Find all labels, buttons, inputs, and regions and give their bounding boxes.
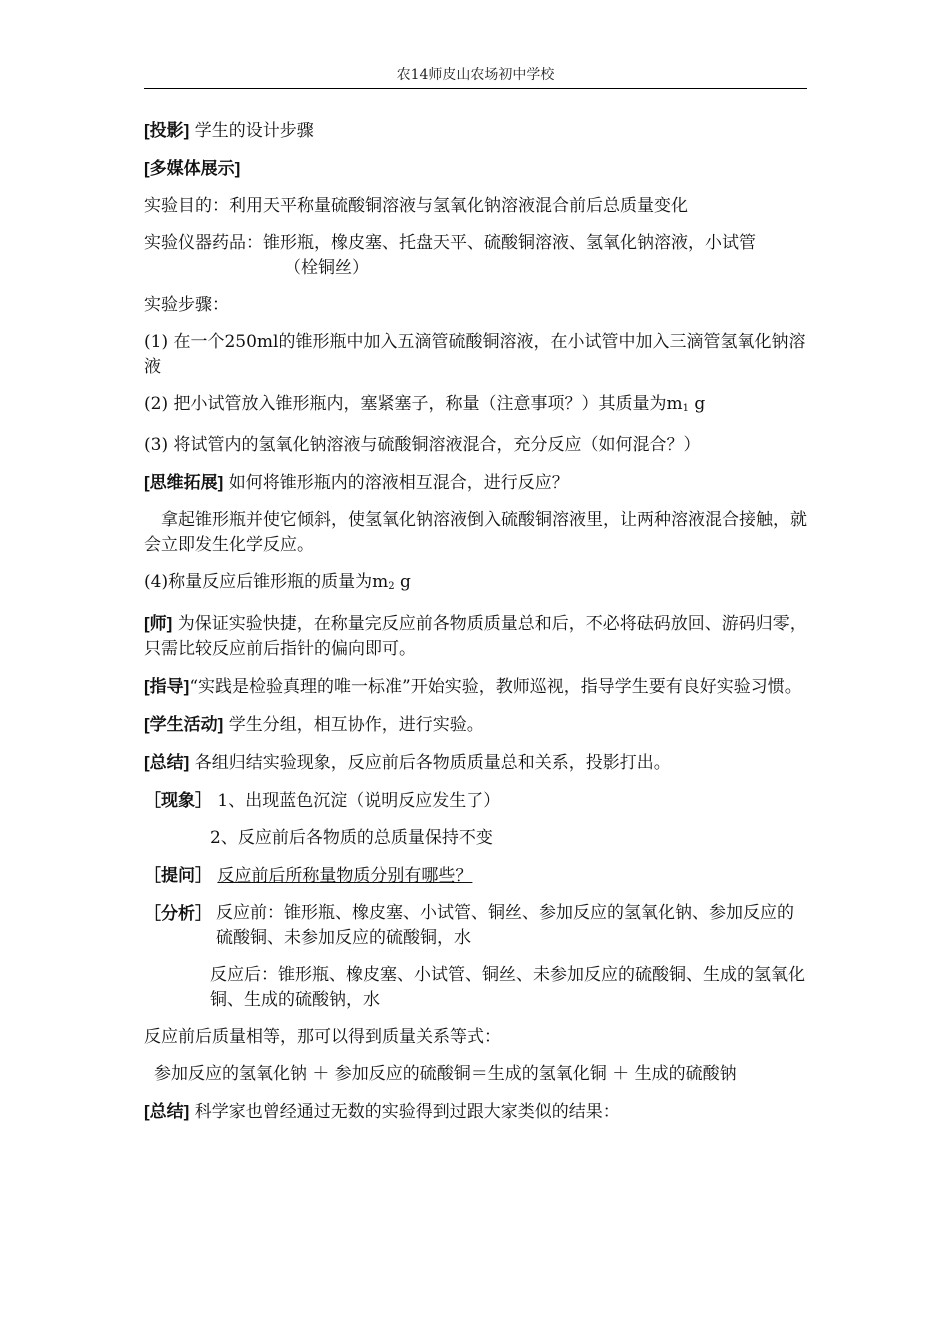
thinking-text: 如何将锥形瓶内的溶液相互混合，进行反应？ [223,473,569,493]
step-2-subscript: 1 [682,403,689,414]
step-2-unit: g [688,394,706,414]
instruments-line2: （栓铜丝） [284,258,369,278]
activity-text: 学生分组，相互协作，进行实验。 [223,715,484,735]
step-4-subscript: 2 [388,581,395,592]
tag-guidance: [指导] [144,677,190,696]
question [144,863,808,889]
teacher-text: 为保证实验快捷，在称量完反应前各物质质量总和后，不必将砝码放回、游码归零，只需比较反应前后指针的偏向即可。 [144,614,807,659]
phenomenon-1 [144,788,808,814]
guidance-text: “实践是检验真理的唯一标准”开始实验，教师巡视，指导学生要有良好实验习惯。 [189,677,802,697]
thinking-answer: 拿起锥形瓶并使它倾斜，使氢氧化钠溶液倒入硫酸铜溶液里，让两种溶液混合接触，就会立即发生化学反应。 [144,510,807,555]
experiment-purpose: 实验目的：利用天平称量硫酸铜溶液与氢氧化钠溶液混合前后总质量变化 [144,196,688,216]
document-body [144,118,808,1137]
phenomenon-2: 2、反应前后各物质的总质量保持不变 [210,828,493,848]
student-activity [144,712,808,738]
tag-thinking: [思维拓展] [144,473,224,492]
tag-analysis: ［分析］ [144,904,212,923]
conclusion: 反应前后质量相等，那可以得到质量关系等式： [144,1027,501,1047]
step-2 [144,392,808,421]
tag-activity: [学生活动] [144,715,224,734]
phenomenon-item-1: 1、出现蓝色沉淀（说明反应发生了） [217,791,501,811]
tag-projection: [投影] [144,121,190,140]
multimedia-line [144,156,808,182]
thinking-extension [144,470,808,496]
summary-2 [144,1099,808,1125]
step-4-text: (4)称量反应后锥形瓶的质量为m [144,572,389,592]
instruments-line1: 实验仪器药品：锥形瓶，橡皮塞、托盘天平、硫酸铜溶液、氢氧化钠溶液，小试管 [144,233,756,253]
projection-line [144,118,808,144]
step-4-unit: g [394,572,411,592]
step-2-text: (2) 把小试管放入锥形瓶内，塞紧塞子，称量（注意事项？）其质量为m [144,394,683,414]
step-1: (1) 在一个250ml的锥形瓶中加入五滴管硫酸铜溶液，在小试管中加入三滴管氢氧化钠溶液 [144,332,806,377]
tag-multimedia: [多媒体展示] [144,159,241,178]
projection-text: 学生的设计步骤 [189,121,314,141]
tag-teacher: [师] [144,614,173,633]
steps-title: 实验步骤： [144,295,229,315]
summary-1-text: 各组归结实验现象，反应前后各物质质量总和关系，投影打出。 [189,753,671,773]
summary-1 [144,750,808,776]
experiment-instruments [144,231,808,281]
step-3: (3) 将试管内的氢氧化钠溶液与硫酸铜溶液混合，充分反应（如何混合？） [144,435,701,455]
tag-question: ［提问］ [144,866,212,885]
step-4 [144,570,808,599]
summary-2-text: 科学家也曾经通过无数的实验得到过跟大家类似的结果： [189,1102,620,1122]
mass-equation: 参加反应的氢氧化钠 ＋ 参加反应的硫酸铜＝生成的氢氧化铜 ＋ 生成的硫酸钠 [154,1064,737,1084]
tag-summary-2: [总结] [144,1102,190,1121]
tag-phenomenon: ［现象］ [144,791,212,810]
page-header: 农14师皮山农场初中学校 [144,64,807,89]
tag-summary-1: [总结] [144,753,190,772]
guidance [144,674,808,700]
question-text: 反应前后所称量物质分别有哪些？ [217,866,473,886]
analysis-before-text: 反应前：锥形瓶、橡皮塞、小试管、铜丝、参加反应的氢氧化钠、参加反应的硫酸铜、未参加反应的硫酸铜，水 [216,903,794,948]
teacher-note [144,611,808,662]
analysis-before [144,901,808,951]
analysis-after: 反应后：锥形瓶、橡皮塞、小试管、铜丝、未参加反应的硫酸铜、生成的氢氧化铜、生成的硫酸钠，水 [210,965,805,1010]
